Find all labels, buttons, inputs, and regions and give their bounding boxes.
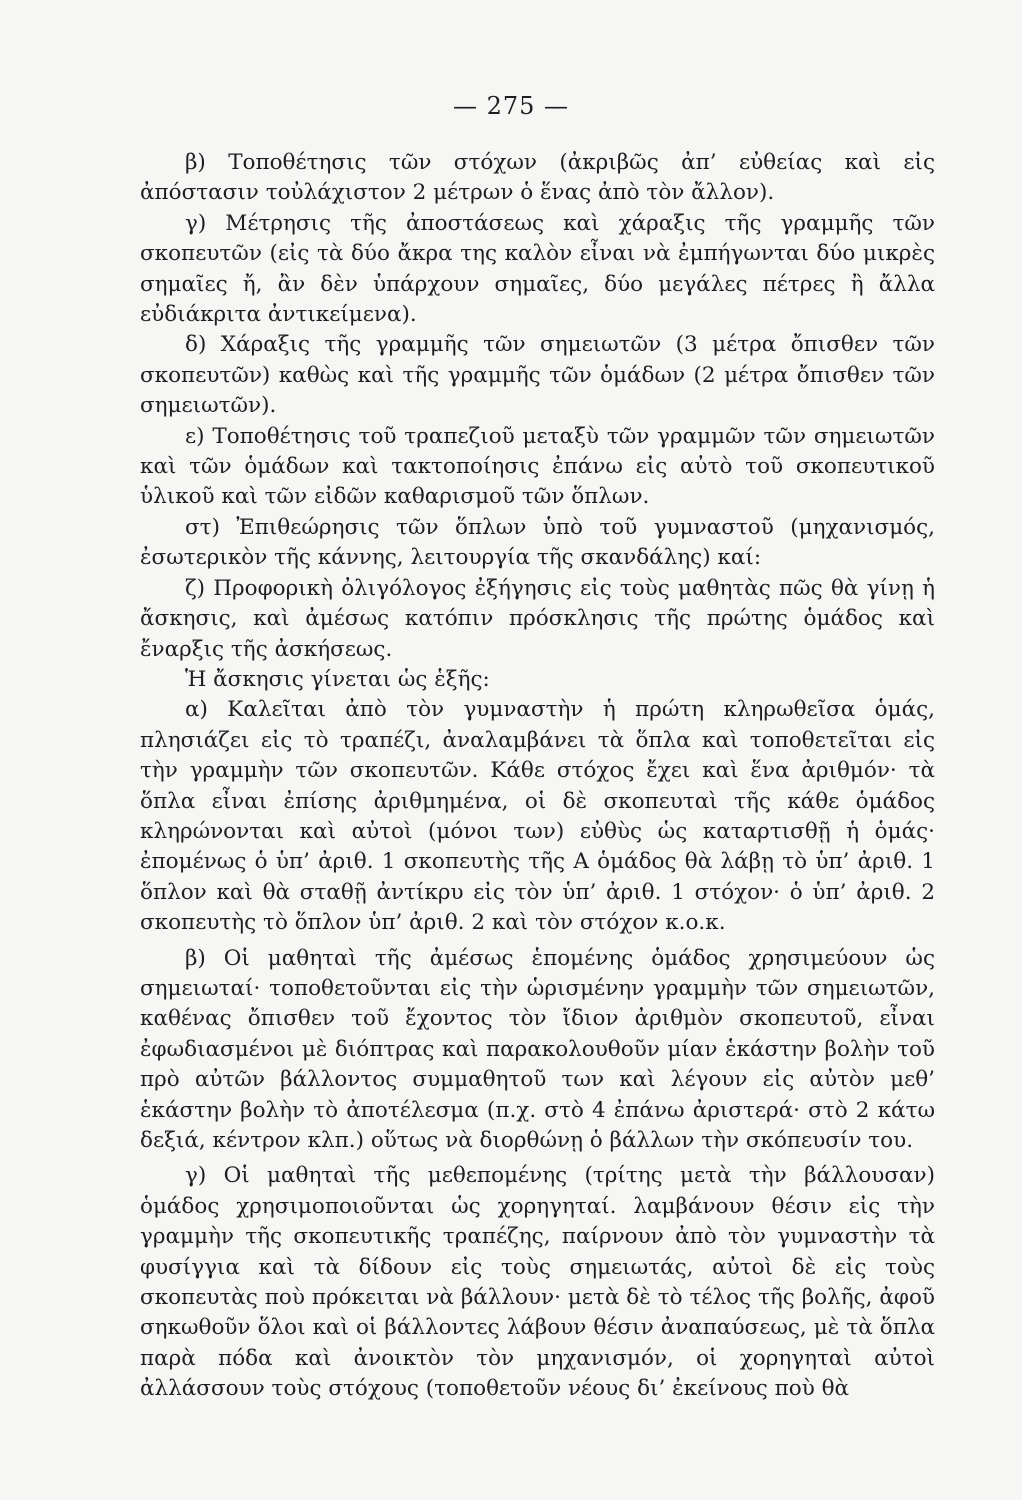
paragraph-beta-markers: β) Οἱ μαθηταὶ τῆς ἀμέσως ἑπομένης ὁμάδος χρησιμεύουν ὡς σημειωταί· τοποθετοῦνται εἰς τὴν ὡρισμένην γραμμὴν τῶν σημειωτῶν, καθένας ὄπισθεν τοῦ ἔχοντος τὸν ἴδιον ἀριθμὸν σκοπευτοῦ, εἶναι ἐφωδιασμένοι μὲ διόπτρας καὶ παρακολουθοῦν μίαν ἑκάστην βολὴν τοῦ πρὸ αὐτῶν βάλλοντος συμμαθητοῦ των καὶ λέγουν εἰς αὐτὸν μεθ’ ἑκάστην βολὴν τὸ ἀποτέλεσμα (π.χ. στὸ 4 ἐπάνω ἀριστερά· στὸ 2 κάτω δεξιά, κέντρον κλπ.) οὕτως νὰ διορθώνῃ ὁ βάλλων τὴν σκόπευσίν του. xyxy=(140,945,935,1153)
paragraph-gamma-distance: γ) Μέτρησις τῆς ἀποστάσεως καὶ χάραξις τῆς γραμμῆς τῶν σκοπευτῶν (εἰς τὰ δύο ἄκρα της καλὸν εἶναι νὰ ἐμπήγωνται δύο μικρὲς σημαῖες ἤ, ἂν δὲν ὑπάρχουν σημαῖες, δύο μεγάλες πέτρες ἢ ἄλλα εὐδιάκριτα ἀντικείμενα). xyxy=(140,210,935,328)
paragraph-exercise-intro: Ἡ ἄσκησις γίνεται ὡς ἑξῆς: xyxy=(185,666,490,692)
paragraph-delta-markers-line: δ) Χάραξις τῆς γραμμῆς τῶν σημειωτῶν (3 μέτρα ὄπισθεν τῶν σκοπευτῶν) καθὼς καὶ τῆς γραμμῆς τῶν ὁμάδων (2 μέτρα ὄπισθεν τῶν σημειωτῶν). xyxy=(140,332,935,419)
paragraph-beta-targets: β) Τοποθέτησις τῶν στόχων (ἀκριβῶς ἀπ’ εὐθείας καὶ εἰς ἀπόστασιν τοὐλάχιστον 2 μέτρων ὁ ἕνας ἀπὸ τὸν ἄλλον). xyxy=(140,150,935,206)
paragraph-st-inspection: στ) Ἐπιθεώρησις τῶν ὅπλων ὑπὸ τοῦ γυμναστοῦ (μηχανισμός, ἐσωτερικὸν τῆς κάννης, λειτουργία τῆς σκανδάλης) καί: xyxy=(140,514,935,571)
paragraph-alpha-first-group: α) Καλεῖται ἀπὸ τὸν γυμναστὴν ἡ πρώτη κληρωθεῖσα ὁμάς, πλησιάζει εἰς τὸ τραπέζι, ἀναλαμβάνει τὰ ὅπλα καὶ τοποθετεῖται εἰς τὴν γραμμὴν τῶν σκοπευτῶν. Κάθε στόχος ἔχει καὶ ἕνα ἀριθμόν· τὰ ὅπλα εἶναι ἐπίσης ἀριθμημένα, οἱ δὲ σκοπευταὶ τῆς κάθε ὁμάδος κληρώνονται καὶ αὐτοὶ (μόνοι των) εὐθὺς ὡς καταρτισθῇ ἡ ὁμάς· ἐπομένως ὁ ὑπ’ ἀριθ. 1 σκοπευτὴς τῆς Α ὁμάδος θὰ λάβῃ τὸ ὑπ’ ἀριθ. 1 ὅπλον καὶ θὰ σταθῇ ἀντίκρυ εἰς τὸν ὑπ’ ἀριθ. 1 στόχον· ὁ ὑπ’ ἀριθ. 2 σκοπευτὴς τὸ ὅπλον ὑπ’ ἀριθ. 2 καὶ τὸν στόχον κ.ο.κ. xyxy=(140,697,935,936)
body-text xyxy=(140,148,935,1405)
page-number: — 275 — xyxy=(452,92,570,120)
paragraph-zeta-explanation: ζ) Προφορικὴ ὀλιγόλογος ἐξήγησις εἰς τοὺς μαθητὰς πῶς θὰ γίνῃ ἡ ἄσκησις, καὶ ἀμέσως κατόπιν πρόσκλησις τῆς πρώτης ὁμάδος καὶ ἔναρξις τῆς ἀσκήσεως. xyxy=(140,575,935,662)
paragraph-epsilon-table: ε) Τοποθέτησις τοῦ τραπεζιοῦ μεταξὺ τῶν γραμμῶν τῶν σημειωτῶν καὶ τῶν ὁμάδων καὶ τακτοποίησις ἐπάνω εἰς αὐτὸ τοῦ σκοπευτικοῦ ὑλικοῦ καὶ τῶν εἰδῶν καθαρισμοῦ τῶν ὅπλων. xyxy=(140,423,935,510)
paragraph-gamma-suppliers: γ) Οἱ μαθηταὶ τῆς μεθεπομένης (τρίτης μετὰ τὴν βάλλουσαν) ὁμάδος χρησιμοποιοῦνται ὡς χορηγηταί. λαμβάνουν θέσιν εἰς τὴν γραμμὴν τῆς σκοπευτικῆς τραπέζης, παίρνουν ἀπὸ τὸν γυμναστὴν τὰ φυσίγγια καὶ τὰ δίδουν εἰς τοὺς σημειωτάς, αὐτοὶ δὲ εἰς τοὺς σκοπευτὰς ποὺ πρόκειται νὰ βάλλουν· μετὰ δὲ τὸ τέλος τῆς βολῆς, ἀφοῦ σηκωθοῦν ὅλοι καὶ οἱ βάλλοντες λάβουν θέσιν ἀναπαύσεως, μὲ τὰ ὅπλα παρὰ πόδα καὶ ἀνοικτὸν τὸν μηχανισμόν, οἱ χορηγηταὶ αὐτοὶ ἀλλάσσουν τοὺς στόχους (τοποθετοῦν νέους δι’ ἐκείνους ποὺ θὰ xyxy=(140,1163,935,1402)
